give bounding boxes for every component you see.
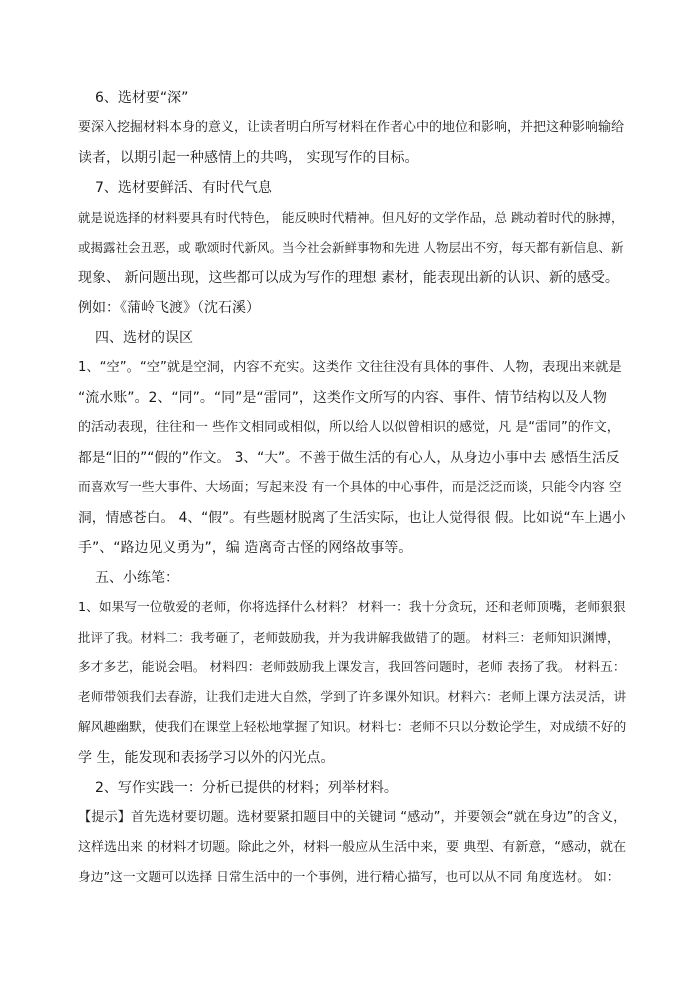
heading-select-fresh: 7、选材要鲜活、有时代气息 — [95, 180, 272, 196]
heading-writing-practice: 2、写作实践一：分析已提供的材料；列举材料。 — [95, 780, 398, 796]
paragraph-line: 多才多艺，能说会唱。 材料四：老师鼓励我上课发言，我回答问题时，老师 表扬了我。 材料五： — [78, 660, 626, 675]
paragraph-line: 洞，情感苍白。 4、“假”。有些题材脱离了生活实际，也让人觉得很 假。比如说“车上遇小 — [78, 510, 626, 526]
paragraph-line: 或揭露社会丑恶，或 歌颂时代新风。当今社会新鲜事物和先进 人物层出不穷，每天都有新信息、新 — [78, 240, 624, 255]
paragraph-line: 批评了我。材料二：我考砸了，老师鼓励我，并为我讲解我做错了的题。 材料三：老师知识渊博， — [78, 630, 620, 645]
paragraph-line: 都是“旧的”“假的”作文。 3、“大”。不善于做生活的有心人，从身边小事中去 感悟生活反 — [78, 450, 620, 466]
paragraph-line: “流水账”。2、“同”。“同”是“雷同”，这类作文所写的内容、事件、情节结构以及人物 — [78, 390, 607, 406]
heading-select-deep: 6、选材要“深” — [95, 90, 189, 106]
paragraph-line: 现象、 新问题出现，这些都可以成为写作的理想 素材，能表现出新的认识、新的感受。 — [78, 270, 619, 286]
example-line: 例如：《蒲岭飞渡》（沈石溪） — [78, 300, 260, 316]
paragraph-line: 老师带领我们去春游，让我们走进大自然，学到了许多课外知识。材料六：老师上课方法灵活，讲 — [78, 690, 627, 705]
paragraph-line: 要深入挖掘材料本身的意义，让读者明白所写材料在作者心中的地位和影响，并把这种影响输给 — [78, 120, 625, 135]
paragraph-line: 1、如果写一位敬爱的老师，你将选择什么材料？ 材料一：我十分贪玩，还和老师顶嘴，老师狠狠 — [78, 600, 626, 615]
paragraph-line: 【提示】首先选材要切题。选材要紧扣题目中的关键词 “感动”，并要领会“就在身边”的含义， — [78, 810, 627, 825]
paragraph-line: 读者，以期引起一种感情上的共鸣， 实现写作的目标。 — [78, 150, 419, 166]
heading-practice: 五、小练笔： — [95, 570, 179, 586]
heading-mistakes: 四、选材的误区 — [95, 330, 193, 346]
paragraph-line: 而喜欢写一些大事件、大场面；写起来没 有一个具体的中心事件，而是泛泛而谈，只能令内容 空 — [78, 480, 622, 495]
paragraph-line: 这样选出来 的材料才切题。除此之外，材料一般应从生活中来，要 典型、有新意，“感动，就在 — [78, 840, 627, 855]
paragraph-line: 的活动表现，往往和一 些作文相同或相似，所以给人以似曾相识的感觉，凡 是“雷同”的作文， — [78, 420, 620, 435]
paragraph-line: 学 生，能发现和表扬学习以外的闪光点。 — [78, 750, 335, 766]
paragraph-line: 就是说选择的材料要具有时代特色， 能反映时代精神。但凡好的文学作品，总 跳动着时代的脉搏， — [78, 210, 624, 225]
paragraph-line: 身边”这一文题可以选择 日常生活中的一个事例，进行精心描写，也可以从不同 角度选材。 如： — [78, 870, 620, 885]
paragraph-line: 1、“空”。“空”就是空洞，内容不充实。这类作 文往往没有具体的事件、人物，表现出来就是 — [78, 360, 622, 375]
paragraph-line: 手”、“路边见义勇为”，编 造离奇古怪的网络故事等。 — [78, 540, 413, 556]
paragraph-line: 解风趣幽默，使我们在课堂上轻松地掌握了知识。材料七：老师不只以分数论学生，对成绩不好的 — [78, 720, 627, 735]
